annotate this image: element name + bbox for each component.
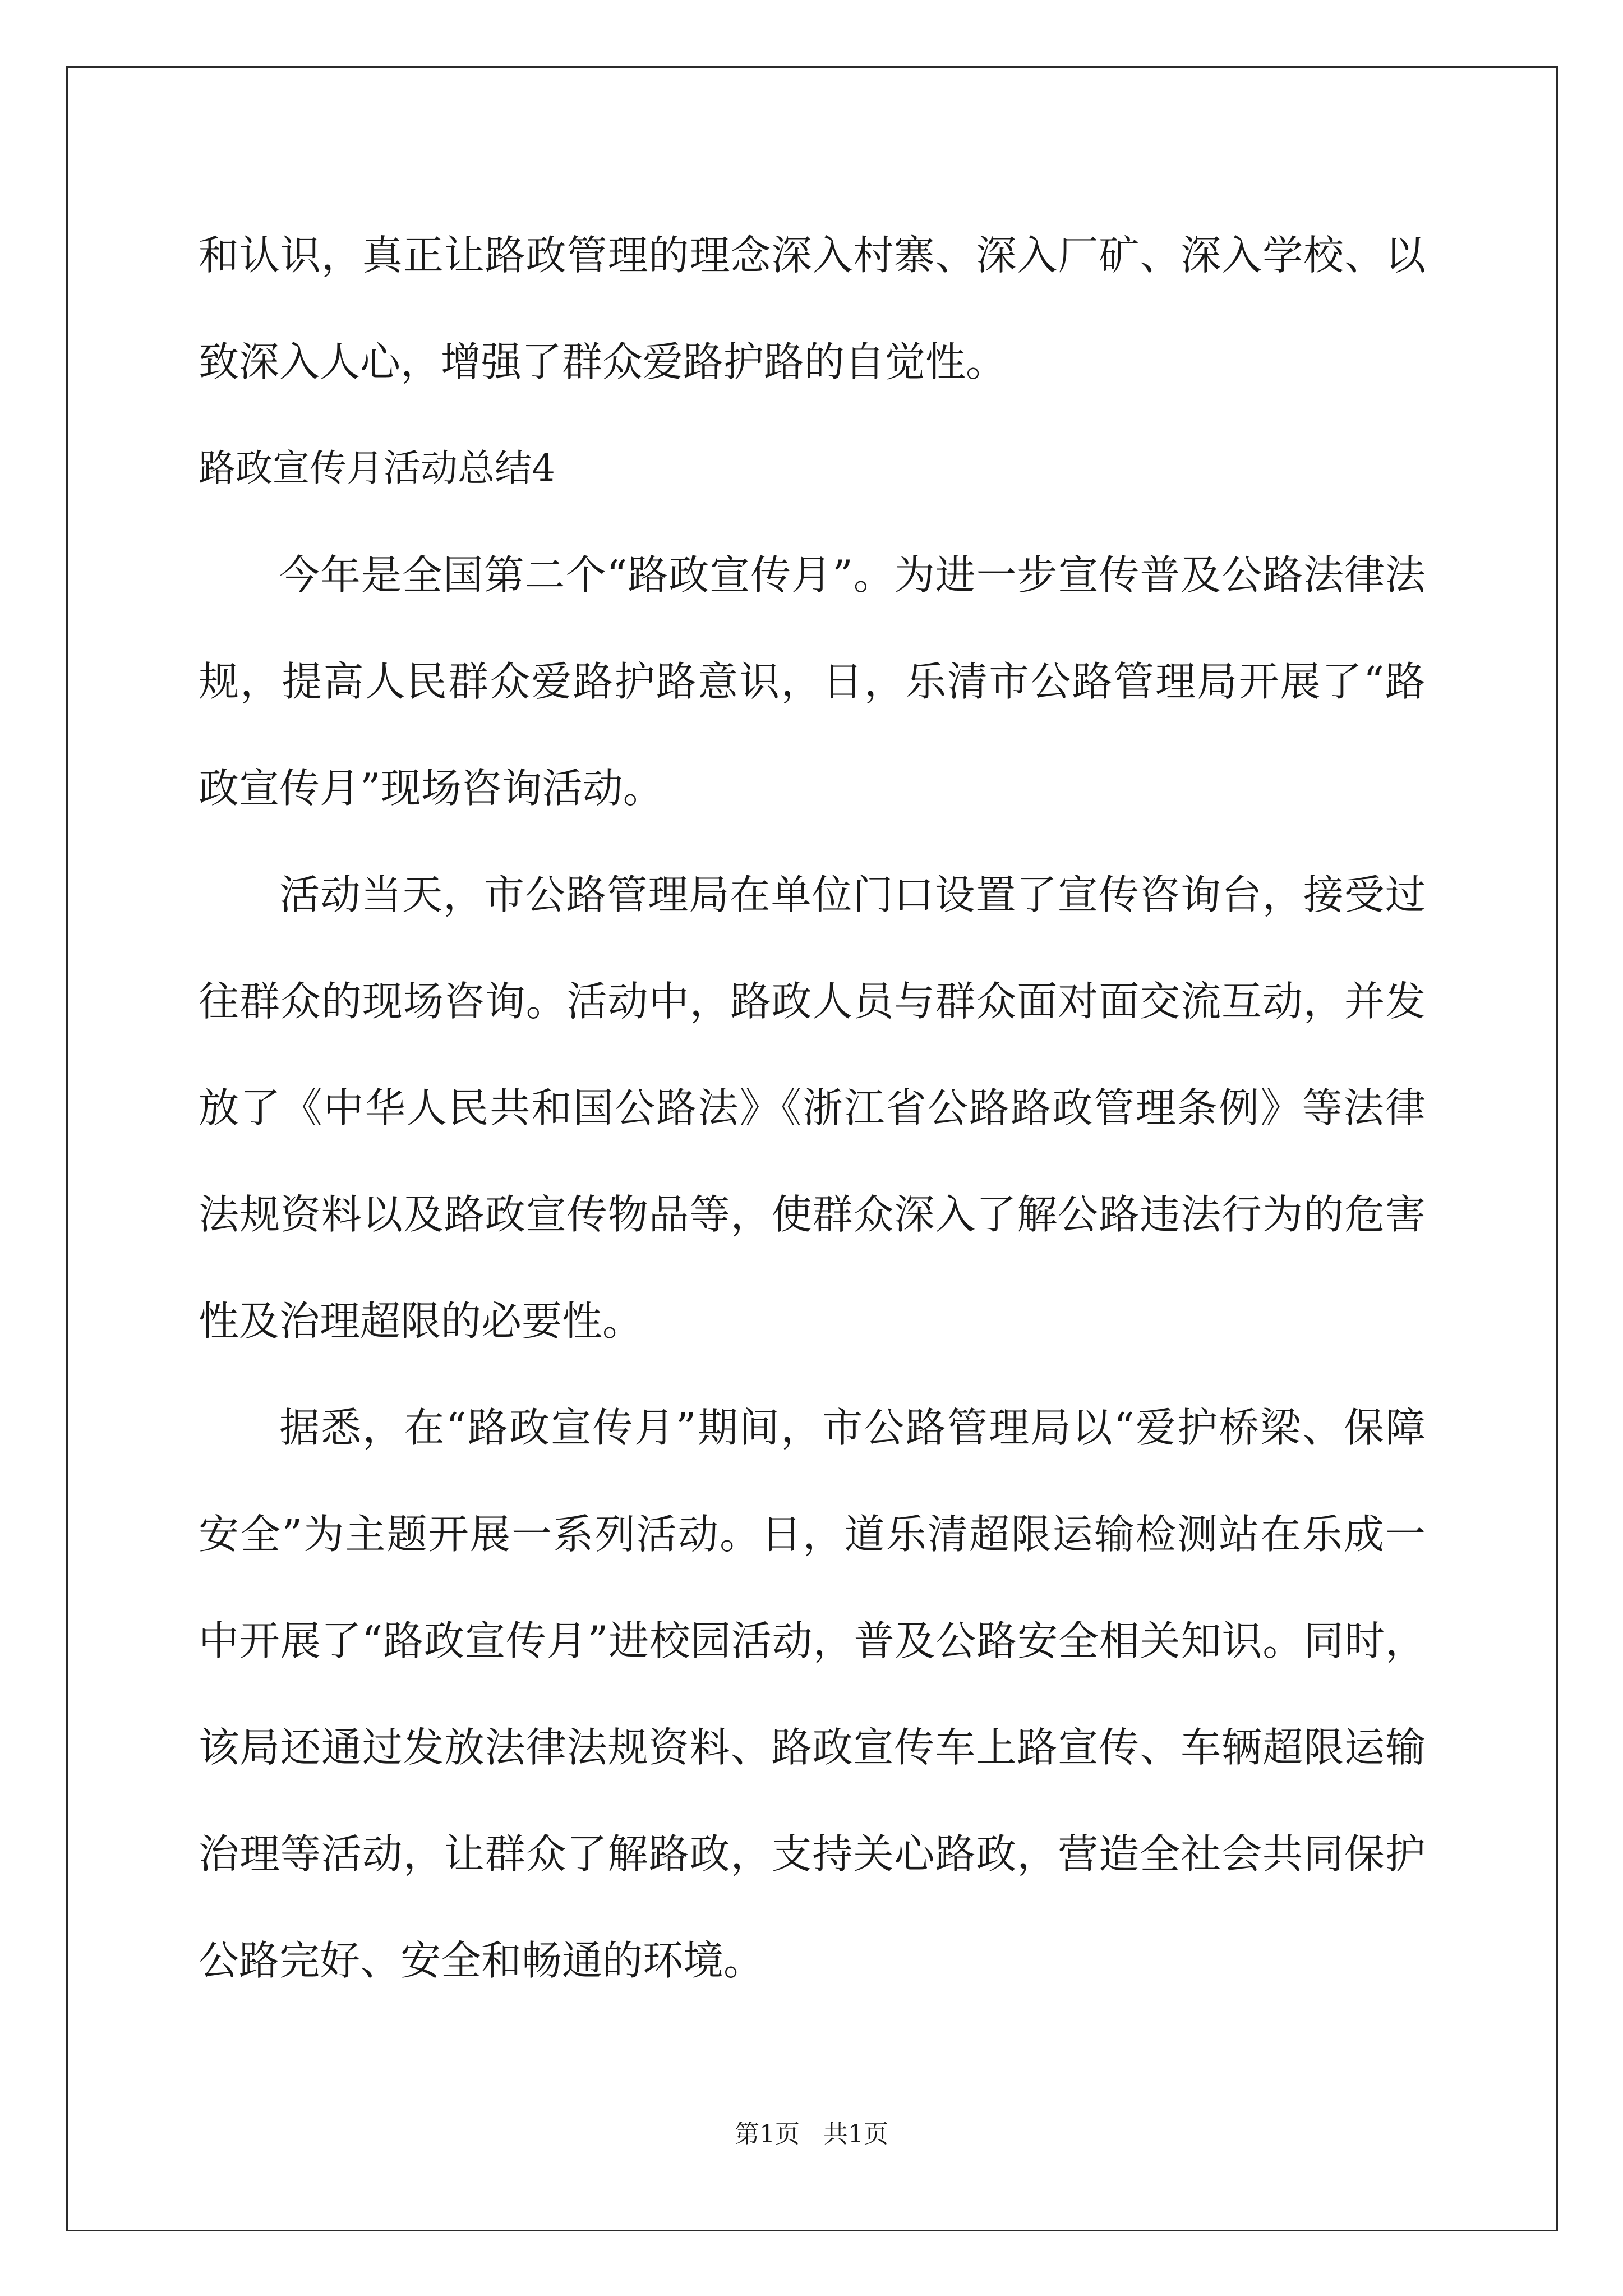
document-body — [199, 202, 1426, 2014]
section-heading: 路政宣传月活动总结4 — [199, 447, 555, 490]
paragraph-series: 据悉，在“路政宣传月”期间，市公路管理局以“爱护桥梁、保障安全”为主题开展一系列活动。日，道乐清超限运输检测站在乐成一中开展了“路政宣传月”进校园活动，普及公路安全相关知识。同时，该局还通过发放法律法规资料、路政宣传车上路宣传、车辆超限运输治理等活动，让群众了解路政，支持关心路政，营造全社会共同保护公路完好、安全和畅通的环境。 — [199, 1404, 1426, 1984]
page-footer: 第1页 共1页 — [735, 2120, 888, 2148]
paragraph-intro: 今年是全国第二个“路政宣传月”。为进一步宣传普及公路法律法规，提高人民群众爱路护路意识，日，乐清市公路管理局开展了“路政宣传月”现场咨询活动。 — [199, 551, 1426, 812]
paragraph-continuation: 和认识，真正让路政管理的理念深入村寨、深入厂矿、深入学校、以致深入人心，增强了群众爱路护路的自觉性。 — [199, 232, 1426, 385]
paragraph-activity: 活动当天，市公路管理局在单位门口设置了宣传咨询台，接受过往群众的现场咨询。活动中，路政人员与群众面对面交流互动，并发放了《中华人民共和国公路法》《浙江省公路路政管理条例》等法律法规资料以及路政宣传物品等，使群众深入了解公路违法行为的危害性及治理超限的必要性。 — [199, 871, 1426, 1345]
